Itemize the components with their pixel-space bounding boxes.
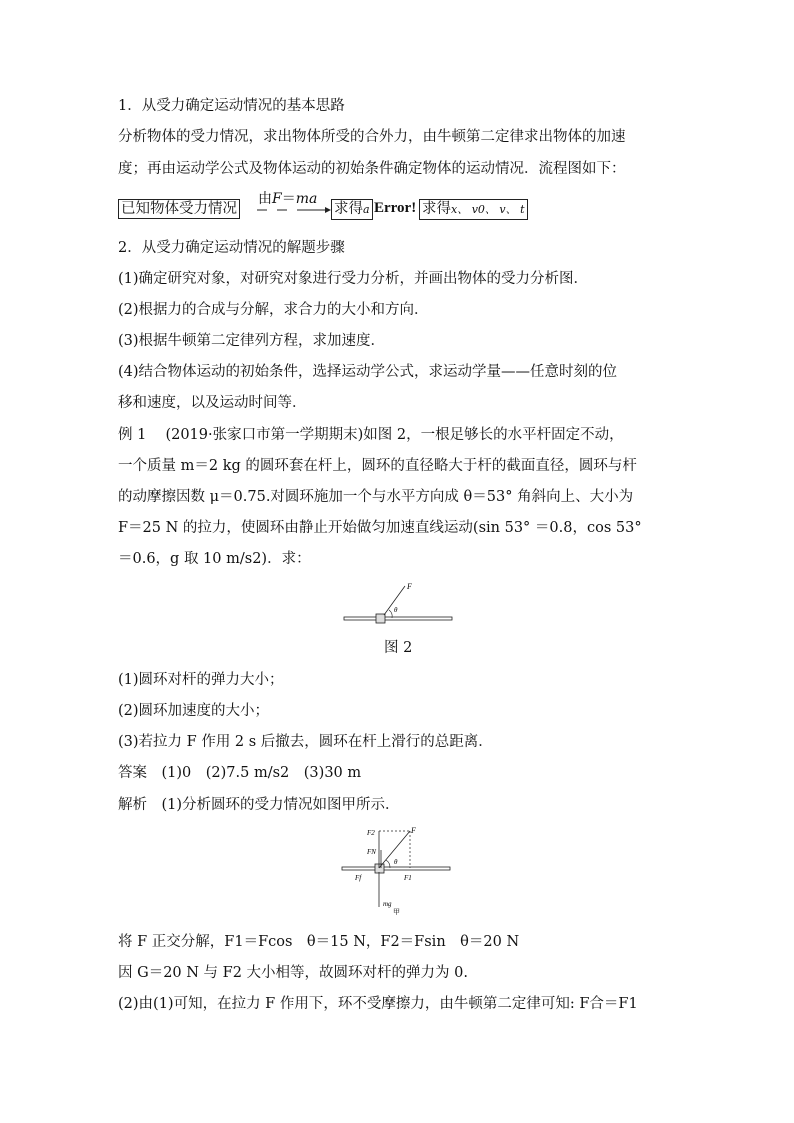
analysis-line3: 因 G＝20 N 与 F2 大小相等，故圆环对杆的弹力为 0. xyxy=(118,965,468,981)
figure-jia-diagram xyxy=(338,822,458,917)
horizontal-rod xyxy=(342,867,450,870)
label-theta: θ xyxy=(394,606,398,614)
question-1: (1)圆环对杆的弹力大小； xyxy=(118,672,284,688)
question-3: (3)若拉力 F 作用 2 s 后撤去，圆环在杆上滑行的总距离． xyxy=(118,734,493,750)
flow-box-acceleration: 求得a xyxy=(331,199,373,220)
label-F: F xyxy=(407,582,412,591)
example-line3: 的动摩擦因数 μ＝0.75.对圆环施加一个与水平方向成 θ＝53° 角斜向上、大小为 xyxy=(118,489,634,505)
flow-box-known-forces: 已知物体受力情况 xyxy=(118,199,240,219)
question-2: (2)圆环加速度的大小； xyxy=(118,703,270,719)
section1-paragraph-line2: 度；再由运动学公式及物体运动的初始条件确定物体的运动情况．流程图如下： xyxy=(118,161,626,177)
step-4-line2: 移和速度，以及运动时间等． xyxy=(118,395,307,411)
flow-arrow-label: 由F＝ma xyxy=(258,191,318,207)
ring xyxy=(376,614,385,623)
step-2: (2)根据力的合成与分解，求合力的大小和方向． xyxy=(118,302,429,318)
flow-chart xyxy=(118,188,558,224)
ring xyxy=(375,864,384,873)
flow-arrow xyxy=(255,188,331,222)
example-line1: 例 1 (2019·张家口市第一学期期末)如图 2，一根足够长的水平杆固定不动， xyxy=(118,427,624,443)
label-jia: 甲 xyxy=(393,908,400,916)
step-4-line1: (4)结合物体运动的初始条件，选择运动学公式，求运动学量——任意时刻的位 xyxy=(118,364,618,380)
step-3: (3)根据牛顿第二定律列方程，求加速度． xyxy=(118,333,386,349)
example-line2: 一个质量 m＝2 kg 的圆环套在杆上，圆环的直径略大于杆的截面直径，圆环与杆 xyxy=(118,458,637,474)
step-1: (1)确定研究对象，对研究对象进行受力分析，并画出物体的受力分析图． xyxy=(118,271,589,287)
label-Ff: Ff xyxy=(355,874,362,882)
label-F1: F1 xyxy=(404,874,412,882)
label-theta: θ xyxy=(394,858,398,866)
horizontal-rod xyxy=(344,617,452,620)
section1-paragraph-line1: 分析物体的受力情况，求出物体所受的合外力，由牛顿第二定律求出物体的加速 xyxy=(118,129,626,145)
example-line4: F＝25 N 的拉力，使圆环由静止开始做匀加速直线运动(sin 53° ＝0.8，cos 53° xyxy=(118,520,642,536)
figure-2-diagram xyxy=(340,580,460,630)
label-mg: mg xyxy=(383,900,392,908)
answer-line: 答案 (1)0 (2)7.5 m/s2 (3)30 m xyxy=(118,765,362,781)
analysis-line4: (2)由(1)可知，在拉力 F 作用下，环不受摩擦力，由牛顿第二定律可知: F合＝F1 xyxy=(118,996,638,1012)
flow-box-results: 求得x、 v0、 v、 t xyxy=(419,199,528,220)
section1-heading: 1．从受力确定运动情况的基本思路 xyxy=(118,98,345,114)
analysis-line1: 解析 (1)分析圆环的受力情况如图甲所示． xyxy=(118,797,400,813)
label-F2: F2 xyxy=(367,829,375,837)
section2-heading: 2．从受力确定运动情况的解题步骤 xyxy=(118,240,345,256)
analysis-line2: 将 F 正交分解，F1＝Fcos θ＝15 N，F2＝Fsin θ＝20 N xyxy=(118,934,520,950)
flow-error-text: Error! xyxy=(374,200,417,216)
label-F: F xyxy=(411,826,416,835)
example-line5: ＝0.6，g 取 10 m/s2)．求： xyxy=(118,551,311,567)
figure-2-caption: 图 2 xyxy=(384,640,413,656)
label-FN: FN xyxy=(367,848,376,856)
